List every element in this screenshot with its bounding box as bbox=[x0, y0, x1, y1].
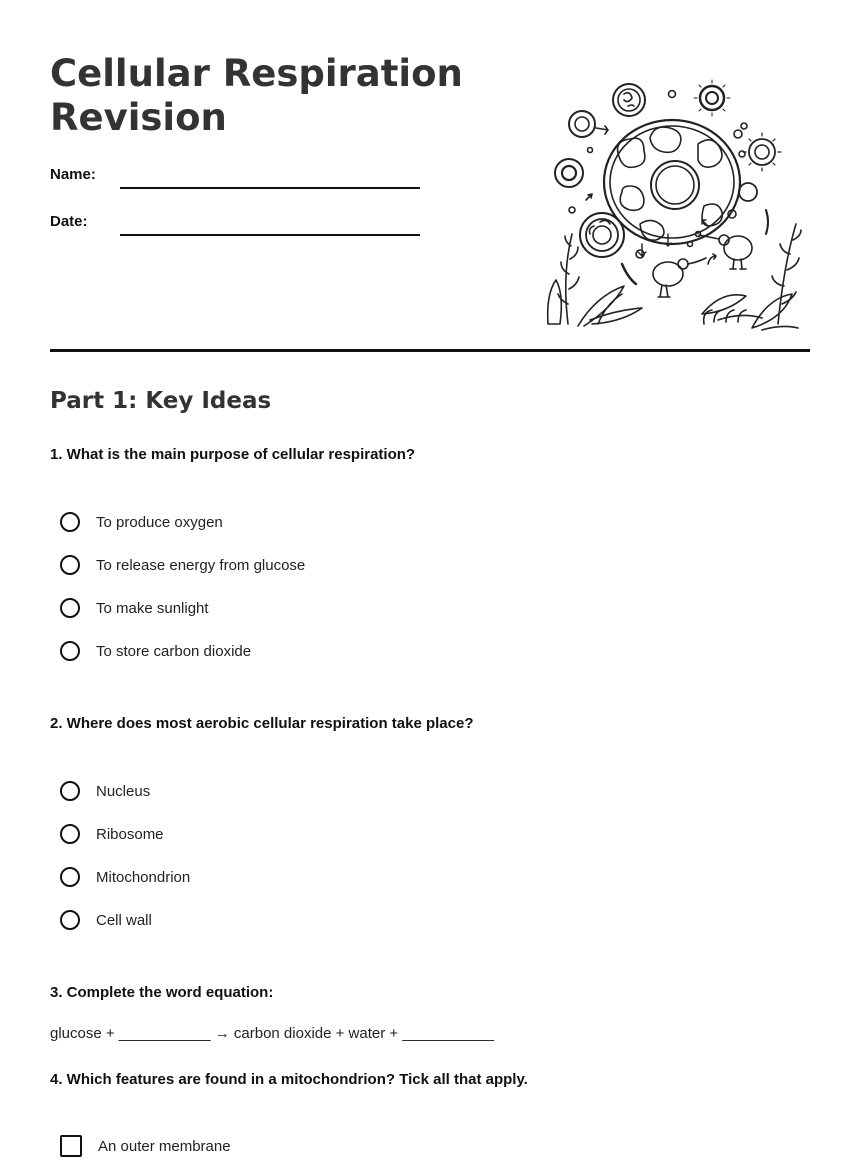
q1-option-4[interactable] bbox=[60, 639, 251, 663]
option-label: To produce oxygen bbox=[96, 513, 223, 531]
radio-button[interactable] bbox=[60, 641, 80, 661]
radio-button[interactable] bbox=[60, 781, 80, 801]
radio-button[interactable] bbox=[60, 555, 80, 575]
option-label: To make sunlight bbox=[96, 599, 209, 617]
q2-option-2[interactable] bbox=[60, 822, 164, 846]
question-4: 4. Which features are found in a mitochondrion? Tick all that apply. bbox=[50, 1071, 528, 1088]
option-label: Nucleus bbox=[96, 782, 151, 800]
question-1: 1. What is the main purpose of cellular respiration? bbox=[50, 446, 416, 463]
date-field[interactable] bbox=[120, 234, 420, 236]
q1-option-2[interactable] bbox=[60, 553, 305, 577]
date-label: Date: bbox=[50, 213, 88, 230]
option-label: Mitochondrion bbox=[96, 868, 191, 886]
radio-button[interactable] bbox=[60, 867, 80, 887]
q1-option-1[interactable] bbox=[60, 510, 223, 534]
option-label: To store carbon dioxide bbox=[96, 642, 252, 660]
radio-button[interactable] bbox=[60, 598, 80, 618]
radio-button[interactable] bbox=[60, 512, 80, 532]
option-label: To release energy from glucose bbox=[96, 556, 306, 574]
q4-option-1[interactable] bbox=[60, 1134, 231, 1158]
question-2: 2. Where does most aerobic cellular respiration take place? bbox=[50, 715, 474, 732]
word-equation: glucose + ___________ → carbon dioxide + water + ___________ bbox=[50, 1025, 495, 1042]
option-label: An outer membrane bbox=[98, 1137, 231, 1155]
q2-option-1[interactable] bbox=[60, 779, 150, 803]
radio-button[interactable] bbox=[60, 910, 80, 930]
name-field[interactable] bbox=[120, 187, 420, 189]
option-label: Ribosome bbox=[96, 825, 164, 843]
checkbox[interactable] bbox=[60, 1135, 82, 1157]
section-title: Part 1: Key Ideas bbox=[50, 388, 272, 414]
option-label: Cell wall bbox=[96, 911, 152, 929]
question-3: 3. Complete the word equation: bbox=[50, 984, 274, 1001]
name-label: Name: bbox=[50, 166, 96, 183]
radio-button[interactable] bbox=[60, 824, 80, 844]
title-line-2: Revision bbox=[50, 96, 227, 139]
q2-option-3[interactable] bbox=[60, 865, 190, 889]
q2-option-4[interactable] bbox=[60, 908, 152, 932]
section-divider bbox=[50, 349, 810, 352]
page-title bbox=[50, 52, 490, 140]
title-line-1: Cellular Respiration bbox=[50, 52, 463, 95]
q1-option-3[interactable] bbox=[60, 596, 209, 620]
cell-and-kiwi-illustration-icon bbox=[538, 74, 802, 332]
